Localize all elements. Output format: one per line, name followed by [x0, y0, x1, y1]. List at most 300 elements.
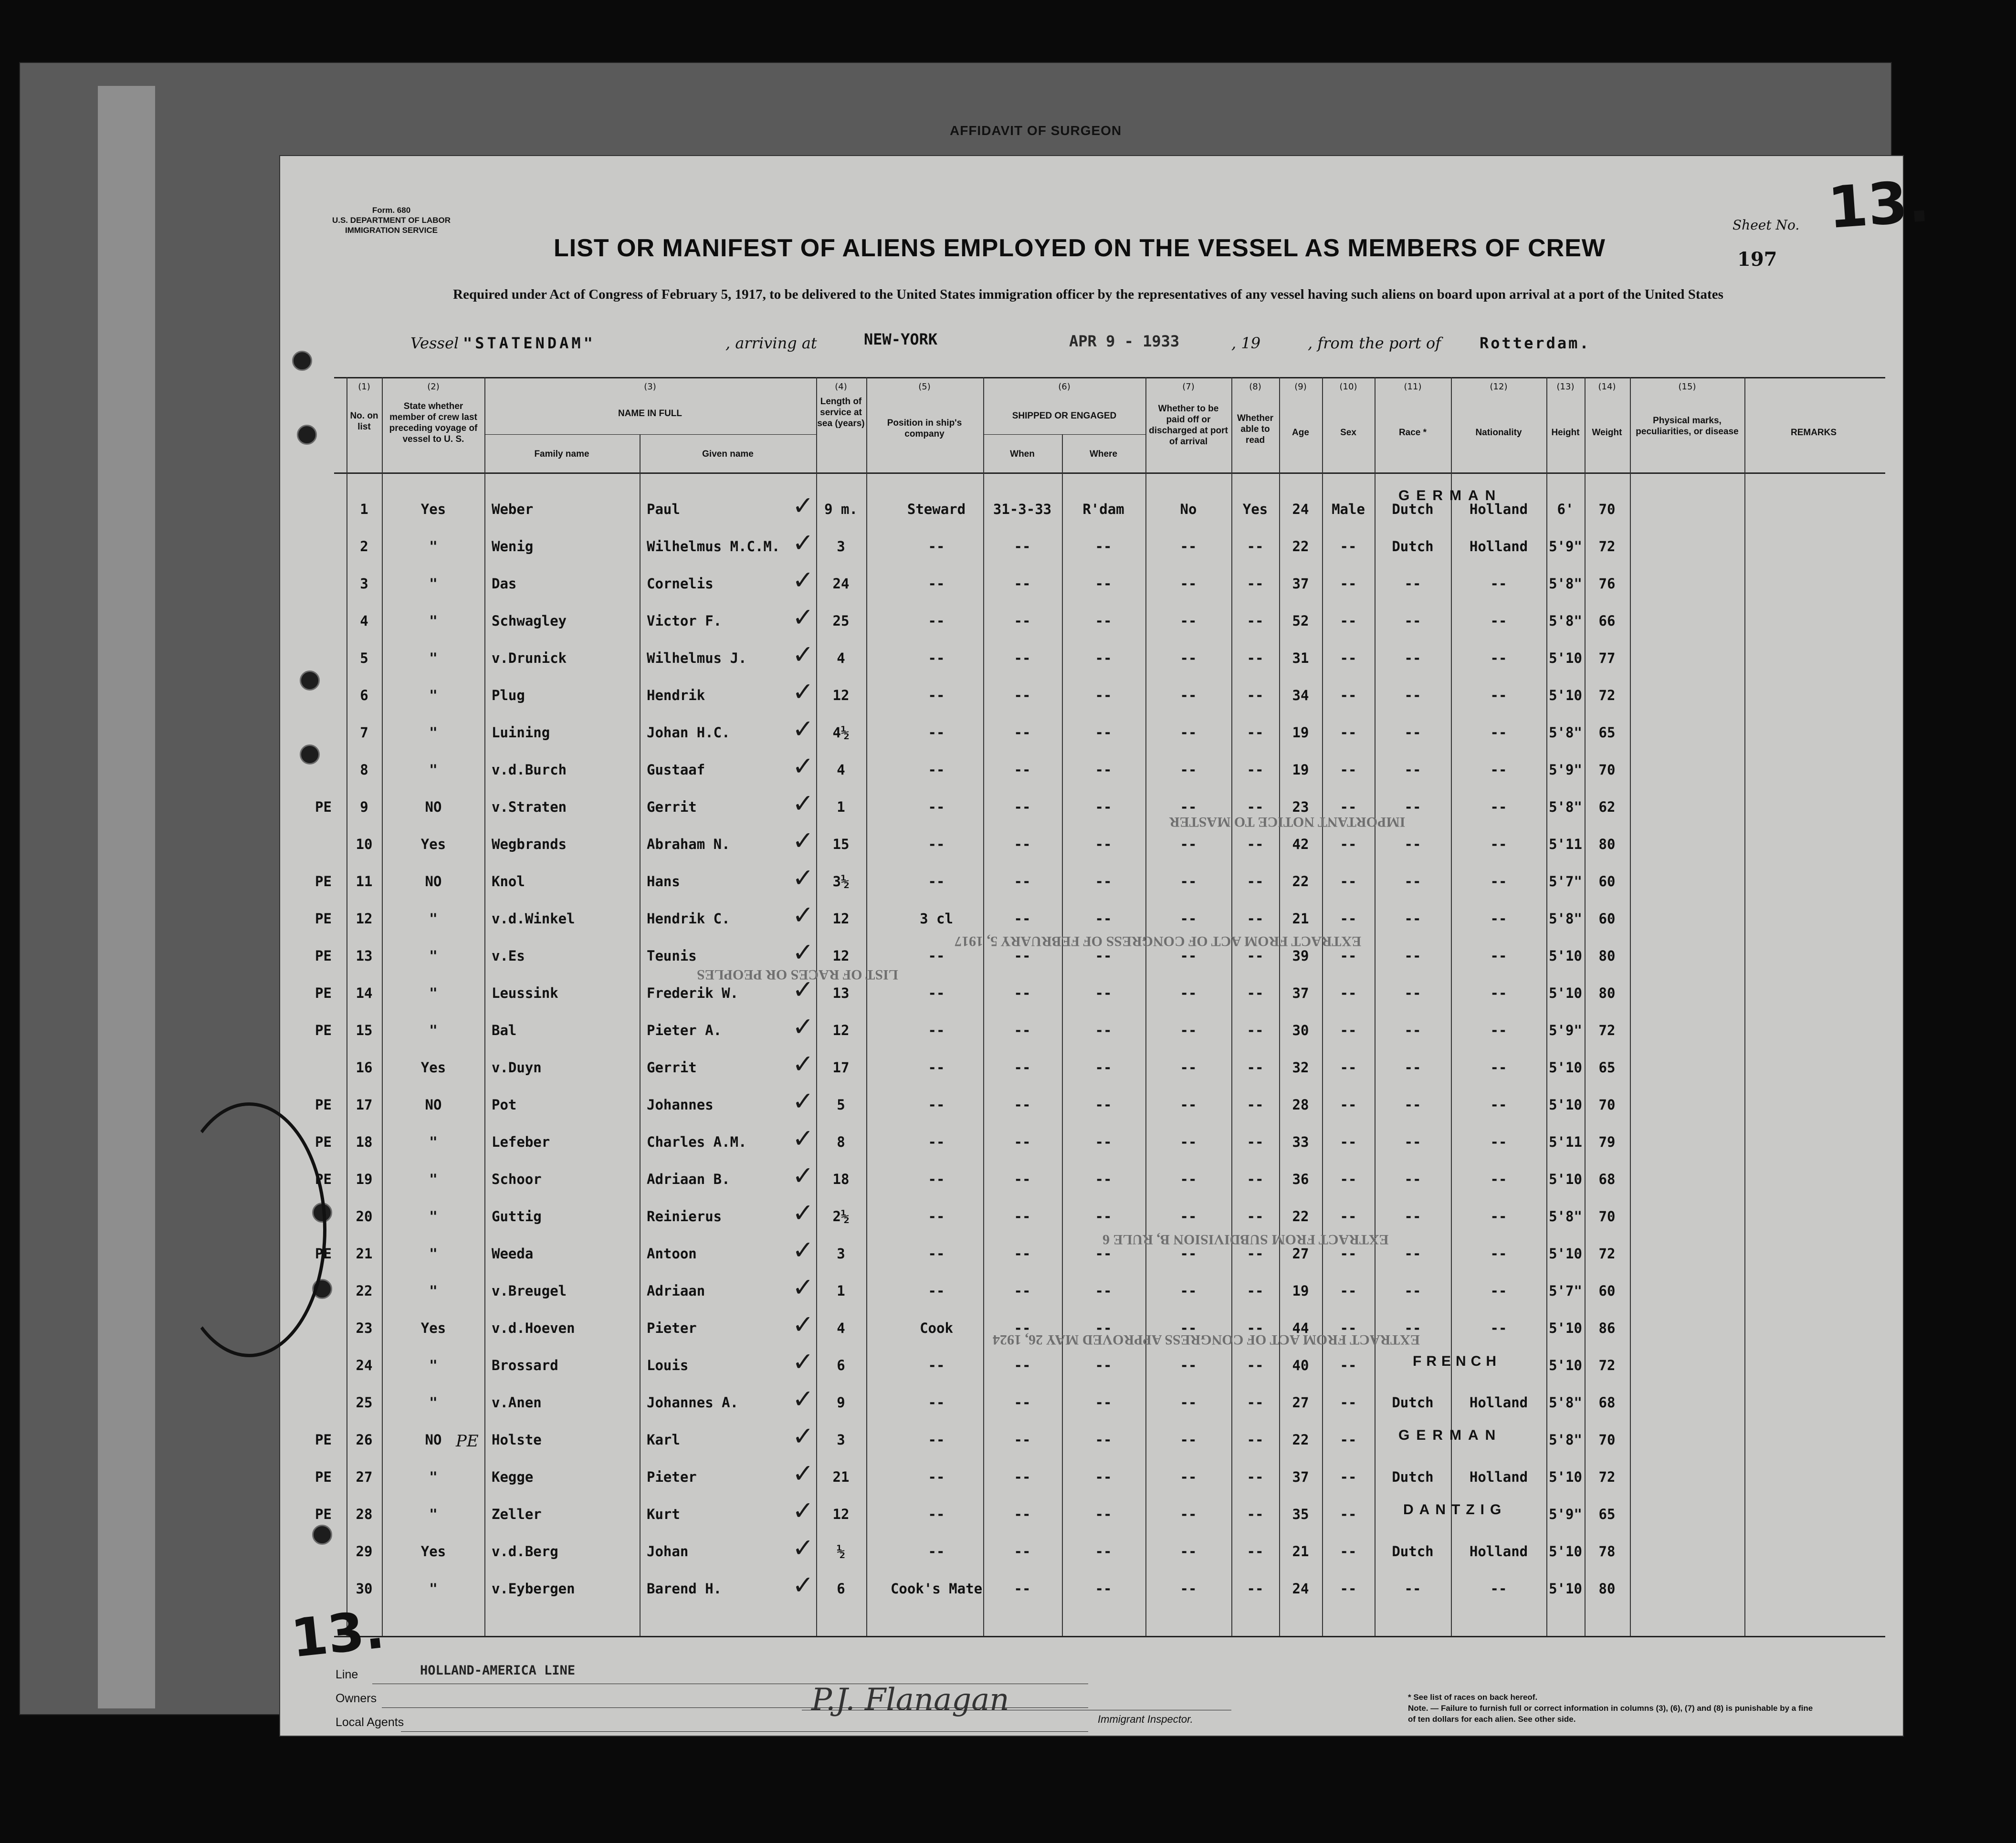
cell-no: 2 [360, 538, 368, 555]
cell-read: -- [1247, 1581, 1264, 1597]
cell-where: -- [1095, 1134, 1112, 1150]
cell-mark: PE [315, 948, 332, 964]
bg-notice: EXTRACT FROM ACT OF CONGRESS OF FEBRUARY 5, 1917 [955, 933, 1362, 949]
cell-height: 5'8" [1549, 613, 1582, 629]
name-subheader-rule [484, 434, 816, 435]
cell-len: 12 [832, 1506, 850, 1522]
cell-pos: -- [928, 1208, 945, 1225]
cell-height: 5'9" [1549, 1022, 1582, 1038]
cell-family: Plug [492, 687, 525, 703]
cell-pos: -- [928, 538, 945, 555]
cell-nat: -- [1490, 1171, 1507, 1187]
cell-where: -- [1095, 538, 1112, 555]
cell-weight: 70 [1598, 501, 1616, 517]
check-mark-icon: ✓ [792, 900, 814, 930]
cell-pos: -- [928, 1432, 945, 1448]
check-mark-icon: ✓ [792, 602, 814, 632]
cell-pos: -- [928, 1171, 945, 1187]
cell-height: 5'10 [1549, 948, 1582, 964]
cell-weight: 72 [1598, 538, 1616, 555]
cell-nat: Holland [1469, 538, 1528, 555]
cell-when: -- [1014, 799, 1031, 815]
cell-family: Schwagley [492, 613, 567, 629]
cell-given: Pieter [647, 1320, 697, 1336]
cell-family: Bal [492, 1022, 517, 1038]
cell-age: 21 [1292, 911, 1309, 927]
cell-nat: -- [1490, 1022, 1507, 1038]
cell-paid: -- [1180, 1320, 1197, 1336]
cell-prev: NO [425, 873, 442, 890]
table-row [0, 1458, 2016, 1501]
cell-height: 5'9" [1549, 538, 1582, 555]
subtitle: Required under Act of Congress of February 5, 1917, to be delivered to the United States immigration officer by the representatives of any vessel having such aliens on board upon arrival at a port of the United States [453, 287, 1723, 302]
cell-when: -- [1014, 873, 1031, 890]
cell-weight: 66 [1598, 613, 1616, 629]
cell-family: Wegbrands [492, 836, 567, 852]
cell-given: Charles A.M. [647, 1134, 747, 1150]
cell-paid: No [1180, 501, 1197, 517]
cell-given: Johannes [647, 1097, 714, 1113]
cell-no: 4 [360, 613, 368, 629]
cell-given: Victor F. [647, 613, 722, 629]
cell-weight: 80 [1598, 948, 1616, 964]
cell-paid: -- [1180, 799, 1197, 815]
cell-family: v.Eybergen [492, 1581, 575, 1597]
table-row [0, 714, 2016, 757]
affidavit-heading: AFFIDAVIT OF SURGEON [950, 123, 1122, 138]
check-mark-icon: ✓ [792, 1161, 814, 1191]
cell-read: -- [1247, 724, 1264, 741]
check-mark-icon: ✓ [792, 491, 814, 521]
cell-when: -- [1014, 1134, 1031, 1150]
cell-prev: " [429, 1246, 438, 1262]
cell-when: -- [1014, 1469, 1031, 1485]
cell-sex: -- [1340, 911, 1357, 927]
cell-paid: -- [1180, 538, 1197, 555]
cell-nat: -- [1490, 1320, 1507, 1336]
cell-read: -- [1247, 799, 1264, 815]
check-mark-icon: ✓ [792, 788, 814, 818]
cell-family: Zeller [492, 1506, 542, 1522]
header-able-to-read: Whether able to read [1237, 413, 1273, 445]
cell-read: -- [1247, 1022, 1264, 1038]
cell-when: -- [1014, 1022, 1031, 1038]
cell-given: Hendrik [647, 687, 705, 703]
header-race: Race * [1398, 428, 1427, 438]
cell-len: 21 [832, 1469, 850, 1485]
cell-where: -- [1095, 1469, 1112, 1485]
cell-read: -- [1247, 1059, 1264, 1076]
cell-sex: -- [1340, 576, 1357, 592]
cell-height: 5'11 [1549, 1134, 1582, 1150]
cell-no: 10 [356, 836, 373, 852]
cell-sex: -- [1340, 762, 1357, 778]
table-row [0, 1496, 2016, 1539]
cell-where: -- [1095, 873, 1112, 890]
cell-where: -- [1095, 687, 1112, 703]
cell-when: -- [1014, 1320, 1031, 1336]
cell-paid: -- [1180, 724, 1197, 741]
cell-pos: -- [928, 1394, 945, 1411]
col-number: (12) [1490, 382, 1508, 392]
cell-where: -- [1095, 1581, 1112, 1597]
cell-sex: -- [1340, 873, 1357, 890]
check-mark-icon: ✓ [792, 974, 814, 1005]
cell-paid: -- [1180, 1059, 1197, 1076]
cell-when: -- [1014, 538, 1031, 555]
arriving-port: NEW-YORK [864, 330, 938, 348]
header-physical-marks: Physical marks, peculiarities, or disease [1636, 416, 1739, 437]
cell-age: 22 [1292, 1208, 1309, 1225]
cell-nat: -- [1490, 836, 1507, 852]
cell-pos: -- [928, 1134, 945, 1150]
cell-race: -- [1404, 576, 1421, 592]
footnote-races: * See list of races on back hereof. [1408, 1693, 1538, 1702]
cell-mark: PE [315, 1022, 332, 1038]
cell-prev: " [429, 911, 438, 927]
cell-race: -- [1404, 724, 1421, 741]
check-mark-icon: ✓ [792, 677, 814, 707]
cell-pos: -- [928, 1543, 945, 1560]
cell-given: Paul [647, 501, 680, 517]
cell-no: 26 [356, 1432, 373, 1448]
cell-len: 15 [832, 836, 850, 852]
cell-given: Kurt [647, 1506, 680, 1522]
cell-no: 9 [360, 799, 368, 815]
cell-family: v.d.Winkel [492, 911, 575, 927]
cell-nat: Holland [1469, 501, 1528, 517]
cell-weight: 86 [1598, 1320, 1616, 1336]
cell-height: 6' [1557, 501, 1574, 517]
cell-paid: -- [1180, 1097, 1197, 1113]
header-shipped-engaged: SHIPPED OR ENGAGED [1012, 411, 1117, 421]
cell-pos: Cook [920, 1320, 953, 1336]
table-row [0, 1421, 2016, 1464]
cell-given: Gerrit [647, 1059, 697, 1076]
cell-sex: -- [1340, 1581, 1357, 1597]
cell-height: 5'7" [1549, 1283, 1582, 1299]
table-row [0, 1533, 2016, 1576]
cell-sex: Male [1332, 501, 1365, 517]
cell-read: -- [1247, 613, 1264, 629]
cell-paid: -- [1180, 1208, 1197, 1225]
form-number: Form. 680 [372, 206, 411, 215]
cell-age: 24 [1292, 501, 1309, 517]
cell-where: -- [1095, 948, 1112, 964]
cell-nat: -- [1490, 799, 1507, 815]
punch-hole [292, 351, 312, 371]
cell-given: Pieter A. [647, 1022, 722, 1038]
cell-age: 52 [1292, 613, 1309, 629]
cell-no: 30 [356, 1581, 373, 1597]
check-mark-icon: ✓ [792, 1309, 814, 1340]
cell-no: 28 [356, 1506, 373, 1522]
cell-when: -- [1014, 1059, 1031, 1076]
cell-weight: 70 [1598, 762, 1616, 778]
cell-len: 13 [832, 985, 850, 1001]
cell-family: Weeda [492, 1246, 534, 1262]
cell-where: -- [1095, 1357, 1112, 1373]
line-value: HOLLAND-AMERICA LINE [420, 1663, 576, 1678]
cell-where: -- [1095, 650, 1112, 666]
table-row [0, 1049, 2016, 1092]
cell-paid: -- [1180, 948, 1197, 964]
cell-read: -- [1247, 1208, 1264, 1225]
cell-when: -- [1014, 985, 1031, 1001]
cell-when: -- [1014, 1097, 1031, 1113]
cell-race: -- [1404, 873, 1421, 890]
cell-sex: -- [1340, 1432, 1357, 1448]
cell-no: 1 [360, 501, 368, 517]
cell-prev: " [429, 1581, 438, 1597]
check-mark-icon: ✓ [792, 1123, 814, 1153]
cell-sex: -- [1340, 538, 1357, 555]
cell-weight: 65 [1598, 724, 1616, 741]
cell-prev: " [429, 538, 438, 555]
cell-paid: -- [1180, 911, 1197, 927]
cell-pos: -- [928, 1097, 945, 1113]
cell-weight: 65 [1598, 1059, 1616, 1076]
cell-prev: " [429, 1208, 438, 1225]
cell-when: 31-3-33 [993, 501, 1052, 517]
check-mark-icon: ✓ [792, 1496, 814, 1526]
cell-age: 21 [1292, 1543, 1309, 1560]
cell-read: Yes [1242, 501, 1268, 517]
cell-len: 4 [837, 650, 845, 666]
sheet-number: 13. [1826, 168, 1932, 242]
cell-given: Adriaan B. [647, 1171, 730, 1187]
check-mark-icon: ✓ [792, 1421, 814, 1451]
vessel-line [410, 330, 1795, 363]
cell-height: 5'8" [1549, 724, 1582, 741]
cell-no: 29 [356, 1543, 373, 1560]
owners-label: Owners [336, 1692, 377, 1705]
cell-family: v.d.Berg [492, 1543, 558, 1560]
cell-mark: PE [315, 1171, 332, 1187]
cell-read: -- [1247, 1432, 1264, 1448]
race-stamp: DANTZIG [1403, 1502, 1507, 1518]
table-row [0, 528, 2016, 571]
bg-notice: LIST OF RACES OR PEOPLES [697, 967, 898, 983]
cell-read: -- [1247, 1283, 1264, 1299]
cell-family: Weber [492, 501, 534, 517]
table-row [0, 900, 2016, 943]
check-mark-icon: ✓ [792, 1049, 814, 1079]
cell-race: -- [1404, 762, 1421, 778]
cell-paid: -- [1180, 687, 1197, 703]
cell-sex: -- [1340, 687, 1357, 703]
cell-age: 44 [1292, 1320, 1309, 1336]
cell-prev: NO [425, 1097, 442, 1113]
cell-family: v.Duyn [492, 1059, 542, 1076]
check-mark-icon: ✓ [792, 937, 814, 967]
year-label: , 19 [1231, 334, 1261, 352]
check-mark-icon: ✓ [792, 1533, 814, 1563]
table-row [0, 1347, 2016, 1390]
cell-nat: -- [1490, 1097, 1507, 1113]
cell-pos: -- [928, 1357, 945, 1373]
cell-prev: Yes [420, 836, 446, 852]
cell-pos: -- [928, 576, 945, 592]
cell-height: 5'8" [1549, 1208, 1582, 1225]
cell-nat: Holland [1469, 1394, 1528, 1411]
cell-read: -- [1247, 1357, 1264, 1373]
cell-where: -- [1095, 1097, 1112, 1113]
cell-family: v.d.Hoeven [492, 1320, 575, 1336]
table-header-rule [334, 472, 1885, 474]
cell-read: -- [1247, 576, 1264, 592]
cell-nat: -- [1490, 613, 1507, 629]
cell-where: -- [1095, 1022, 1112, 1038]
cell-age: 22 [1292, 538, 1309, 555]
cell-height: 5'10 [1549, 687, 1582, 703]
cell-race: -- [1404, 687, 1421, 703]
check-mark-icon: ✓ [792, 1570, 814, 1600]
cell-prev: Yes [420, 1059, 446, 1076]
cell-pos: -- [928, 799, 945, 815]
cell-paid: -- [1180, 1581, 1197, 1597]
header-position: Position in ship's company [887, 418, 962, 439]
corner-sheet-mark: 13. [288, 1599, 388, 1669]
check-mark-icon: ✓ [792, 1347, 814, 1377]
header-family-name: Family name [534, 449, 589, 459]
cell-nat: -- [1490, 687, 1507, 703]
cell-weight: 80 [1598, 836, 1616, 852]
cell-len: 25 [832, 613, 850, 629]
header-no: No. on list [350, 411, 378, 432]
cell-len: 3 [837, 538, 845, 555]
cell-prev: " [429, 724, 438, 741]
cell-age: 37 [1292, 576, 1309, 592]
header-paid-off: Whether to be paid off or discharged at port of arrival [1149, 404, 1228, 447]
cell-weight: 72 [1598, 1246, 1616, 1262]
cell-age: 27 [1292, 1246, 1309, 1262]
cell-given: Teunis [647, 948, 697, 964]
footnote [1408, 1692, 1814, 1725]
cell-nat: -- [1490, 1246, 1507, 1262]
cell-height: 5'8" [1549, 576, 1582, 592]
cell-when: -- [1014, 911, 1031, 927]
cell-given: Gustaaf [647, 762, 705, 778]
cell-nat: -- [1490, 948, 1507, 964]
shipped-subheader-rule [983, 434, 1145, 435]
race-stamp: GERMAN [1398, 488, 1502, 503]
cell-family: Kegge [492, 1469, 534, 1485]
cell-no: 7 [360, 724, 368, 741]
cell-when: -- [1014, 1283, 1031, 1299]
cell-sex: -- [1340, 948, 1357, 964]
cell-no: 13 [356, 948, 373, 964]
cell-sex: -- [1340, 1097, 1357, 1113]
cell-where: -- [1095, 1320, 1112, 1336]
header-length-of-service: Length of service at sea (years) [817, 397, 865, 429]
cell-where: -- [1095, 1283, 1112, 1299]
footnote-penalty: Note. — Failure to furnish full or correct information in columns (3), (6), (7) and (8) is punishable by a fine of ten dollars for each alien. See other side. [1408, 1704, 1813, 1724]
cell-len: 12 [832, 948, 850, 964]
cell-prev: Yes [420, 1320, 446, 1336]
cell-mark: PE [315, 1246, 332, 1262]
cell-weight: 76 [1598, 576, 1616, 592]
cell-sex: -- [1340, 1134, 1357, 1150]
cell-len: 24 [832, 576, 850, 592]
cell-sex: -- [1340, 1394, 1357, 1411]
cell-nat: Holland [1469, 1469, 1528, 1485]
cell-paid: -- [1180, 873, 1197, 890]
cell-height: 5'10 [1549, 1469, 1582, 1485]
cell-prev: " [429, 985, 438, 1001]
cell-weight: 80 [1598, 1581, 1616, 1597]
cell-where: -- [1095, 911, 1112, 927]
cell-paid: -- [1180, 762, 1197, 778]
form-department: U.S. DEPARTMENT OF LABOR [332, 216, 451, 225]
cell-weight: 60 [1598, 1283, 1616, 1299]
cell-race: -- [1404, 948, 1421, 964]
cell-pos: Cook's Mate [890, 1581, 983, 1597]
cell-sex: -- [1340, 836, 1357, 852]
inspector-signature: P.J. Flanagan [811, 1682, 1009, 1717]
cell-age: 22 [1292, 873, 1309, 890]
cell-height: 5'10 [1549, 1246, 1582, 1262]
cell-weight: 70 [1598, 1432, 1616, 1448]
header-name-in-full: NAME IN FULL [618, 408, 682, 419]
cell-read: -- [1247, 650, 1264, 666]
cell-weight: 79 [1598, 1134, 1616, 1150]
cell-sex: -- [1340, 650, 1357, 666]
cell-no: 22 [356, 1283, 373, 1299]
cell-weight: 72 [1598, 1469, 1616, 1485]
cell-race: -- [1404, 836, 1421, 852]
col-number: (15) [1678, 382, 1696, 392]
cell-sex: -- [1340, 1208, 1357, 1225]
cell-paid: -- [1180, 1246, 1197, 1262]
cell-prev: Yes [420, 501, 446, 517]
table-row [0, 1384, 2016, 1427]
cell-height: 5'7" [1549, 873, 1582, 890]
check-mark-icon: ✓ [792, 751, 814, 781]
cell-nat: -- [1490, 724, 1507, 741]
cell-pos: -- [928, 1022, 945, 1038]
cell-mark: PE [315, 873, 332, 890]
cell-given: Cornelis [647, 576, 714, 592]
check-mark-icon: ✓ [792, 565, 814, 595]
cell-prev: " [429, 1469, 438, 1485]
cell-given: Reinierus [647, 1208, 722, 1225]
cell-len: 17 [832, 1059, 850, 1076]
cell-read: -- [1247, 1506, 1264, 1522]
cell-family: v.Anen [492, 1394, 542, 1411]
cell-paid: -- [1180, 1469, 1197, 1485]
cell-when: -- [1014, 1246, 1031, 1262]
table-row [0, 1012, 2016, 1055]
cell-where: -- [1095, 1171, 1112, 1187]
cell-read: -- [1247, 687, 1264, 703]
cell-where: -- [1095, 1246, 1112, 1262]
check-mark-icon: ✓ [792, 1198, 814, 1228]
header-age: Age [1292, 428, 1309, 438]
cell-no: 21 [356, 1246, 373, 1262]
inspector-label: Immigrant Inspector. [1098, 1713, 1193, 1725]
cell-sex: -- [1340, 1171, 1357, 1187]
cell-read: -- [1247, 1543, 1264, 1560]
cell-race: -- [1404, 985, 1421, 1001]
col-number: (13) [1556, 382, 1575, 392]
check-mark-icon: ✓ [792, 1272, 814, 1302]
cell-read: -- [1247, 1394, 1264, 1411]
cell-read: -- [1247, 1134, 1264, 1150]
cell-when: -- [1014, 613, 1031, 629]
cell-height: 5'10 [1549, 1543, 1582, 1560]
cell-prev: " [429, 687, 438, 703]
